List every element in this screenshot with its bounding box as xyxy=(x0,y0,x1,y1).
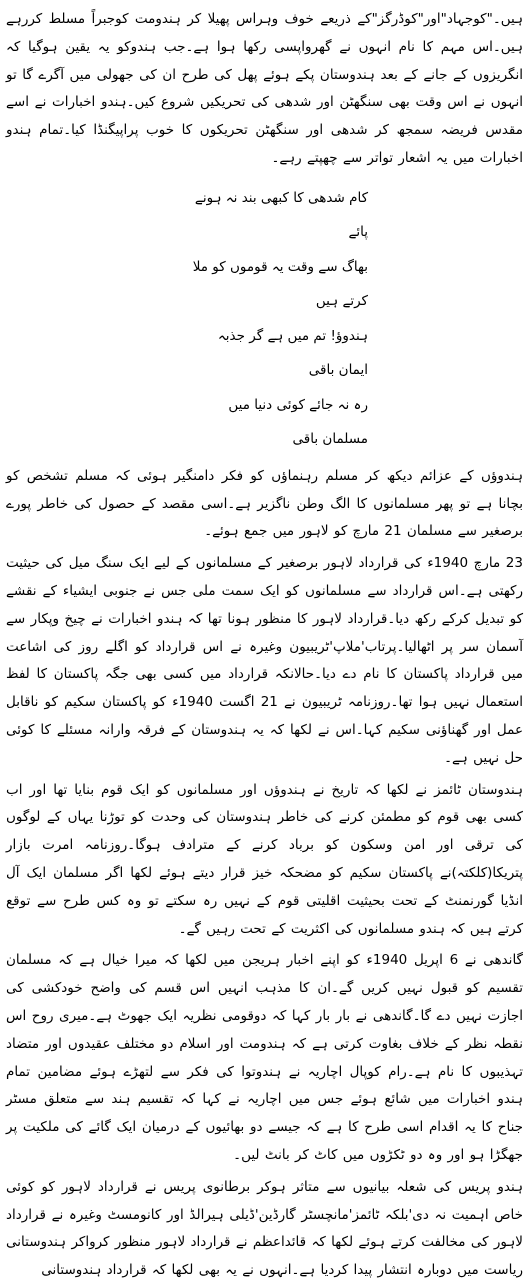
poem-line: ایمان باقی xyxy=(308,362,368,379)
poem-line: کرتے ہیں xyxy=(315,293,368,310)
poem-line: ہندوؤ! تم میں ہے گر جذبہ xyxy=(217,327,368,344)
poem-line: رہ نہ جائے کوئی دنیا میں xyxy=(228,396,368,413)
poem-line: مسلمان باقی xyxy=(292,431,368,448)
poem-block xyxy=(6,181,523,457)
poem-line: پائے xyxy=(348,224,368,241)
poem-line: کام شدھی کا کبھی بند نہ ہونے xyxy=(194,189,368,206)
paragraph: ہیں۔"کوجہاد"اور"کوڈرگز"کے ذریعے خوف وہراس پھیلا کر ہندومت کوجبراً مسلط کررہے ہیں۔اس مہم کا نام انہوں نے گھرواپسی رکھا ہوا ہے۔جب ہندوکو یہ یقین ہوگیا کہ انگریزوں کے جانے کے بعد ہندوستان پکے ہوئے پھل کی طرح ان کی جھولی میں آگرے گا تو انہوں نے اس وقت بھی سنگھٹن اور شدھی کی تحریکیں شروع کیں۔ہندو اخبارات نے اسے مقدس فریضہ سمجھ کر شدھی اور سنگھٹن تحریکوں کا خوب پراپیگنڈا کیا۔تمام ہندو اخبارات میں یہ اشعار تواتر سے چھپتے رہے۔ xyxy=(6,11,523,166)
paragraph: ہندوؤں کے عزائم دیکھ کر مسلم رہنماؤں کو فکر دامنگیر ہوئی کہ مسلم تشخص کو بچانا ہے تو پھر مسلمانوں کا الگ وطن ناگزیر ہے۔اسی مقصد کے حصول کی خاطر پورے برصغیر سے مسلمان 21 مارچ کو لاہور میں جمع ہوئے۔ xyxy=(6,467,523,540)
poem-line: بھاگ سے وقت یہ قوموں کو ملا xyxy=(192,258,368,275)
paragraph: 23 مارچ 1940ء کی قرارداد لاہور برصغیر کے مسلمانوں کے لیے ایک سنگ میل کی حیثیت رکھتی ہے۔اس قرارداد سے مسلمانوں کو ایک سمت ملی جس نے جنوبی ایشیاء کے نقشے کو تبدیل کرکے رکھ دیا۔قرارداد لاہور کا منظور ہونا تھا کہ ہندو اخبارات نے چیخ وپکار سے آسمان سر پر اٹھالیا۔پرتاب'ملاپ'ٹریبیون وغیرہ نے اس قرارداد کو اگلے روز کی اشاعت میں قرارداد پاکستان کا نام دے دیا۔حالانکہ قرارداد میں کسی بھی جگہ پاکستان کا لفظ استعمال نہیں ہوا تھا۔روزنامہ ٹریبیون نے 21 اگست 1940ء کو پاکستان سکیم کو ناقابل عمل اور گھناؤنی سکیم کہا۔اس نے لکھا کہ یہ ہندوستان کے فرقہ وارانہ مسئلے کا کوئی حل نہیں ہے۔ xyxy=(6,555,524,766)
paragraph: ہندو پریس کی شعلہ بیانیوں سے متاثر ہوکر برطانوی پریس نے قرارداد لاہور کو کوئی خاص اہمیت نہ دی'بلکہ ٹائمز'مانچسٹر گارڈین'ڈیلی ہیرالڈ اور کانومسٹ وغیرہ نے قرارداد لاہور کی مخالفت کرتے ہوئے لکھا کہ قائداعظم نے قرارداد لاہور منظور کرواکر ہندوستانی ریاست میں دوبارہ انتشار پیدا کردیا ہے۔انہوں نے یہ بھی لکھا کہ قرارداد ہندوستانی xyxy=(6,1178,523,1279)
paragraph: ہندوستان ٹائمز نے لکھا کہ تاریخ نے ہندوؤں اور مسلمانوں کو ایک قوم بنایا تھا اور اب کسی بھی قوم کو مطمئن کرنے کی خاطر ہندوستان کی وحدت کو توڑنا یہاں کے لوگوں کی ترقی اور امن وسکون کو برباد کرنے کے مترادف ہوگا۔روزنامہ امرت بازار پتریکا(کلکتہ)نے پاکستان سکیم کو مضحکہ خیز قرار دیتے ہوئے لکھا اگر مسلمان ایک آل انڈیا گورنمنٹ کے تحت بحیثیت اقلیتی قوم کے نہیں رہ سکتے تو وہ کس طرح سے توقع کرتے ہیں کہ ہندو مسلمانوں کی اکثریت کے تحت رہیں گے۔ xyxy=(6,781,523,937)
paragraph: گاندھی نے 6 اپریل 1940ء کو اپنے اخبار ہریجن میں لکھا کہ میرا خیال ہے کہ مسلمان تقسیم کو قبول نہیں کریں گے۔ان کا مذہب انہیں اس قسم کی واضح خودکشی کی اجازت نہیں دے گا۔گاندھی نے بار بار کہا کہ دوقومی نظریہ ایک جھوٹ ہے۔میری روح اس نقطہ نظر کے خلاف بغاوت کرتی ہے کہ ہندومت اور اسلام دو مختلف عقیدوں اور متضاد تہذیبوں کا نام ہے۔رام کوپال اچاریہ نے ہندوتوا کی فکر سے لتھڑے ہوئے مضامین تمام ہندو اخبارات میں شائع ہوئے جس میں اچاریہ نے کہا کہ تقسیم ہند سے متعلق مسٹر جناح کا یہ اقدام اسی طرح کا ہے کہ جیسے دو بھائیوں کے درمیان ایک گائے کی ملکیت پر جھگڑا ہو اور وہ دو ٹکڑوں میں کاٹ کر بانٹ لیں۔ xyxy=(6,952,523,1163)
